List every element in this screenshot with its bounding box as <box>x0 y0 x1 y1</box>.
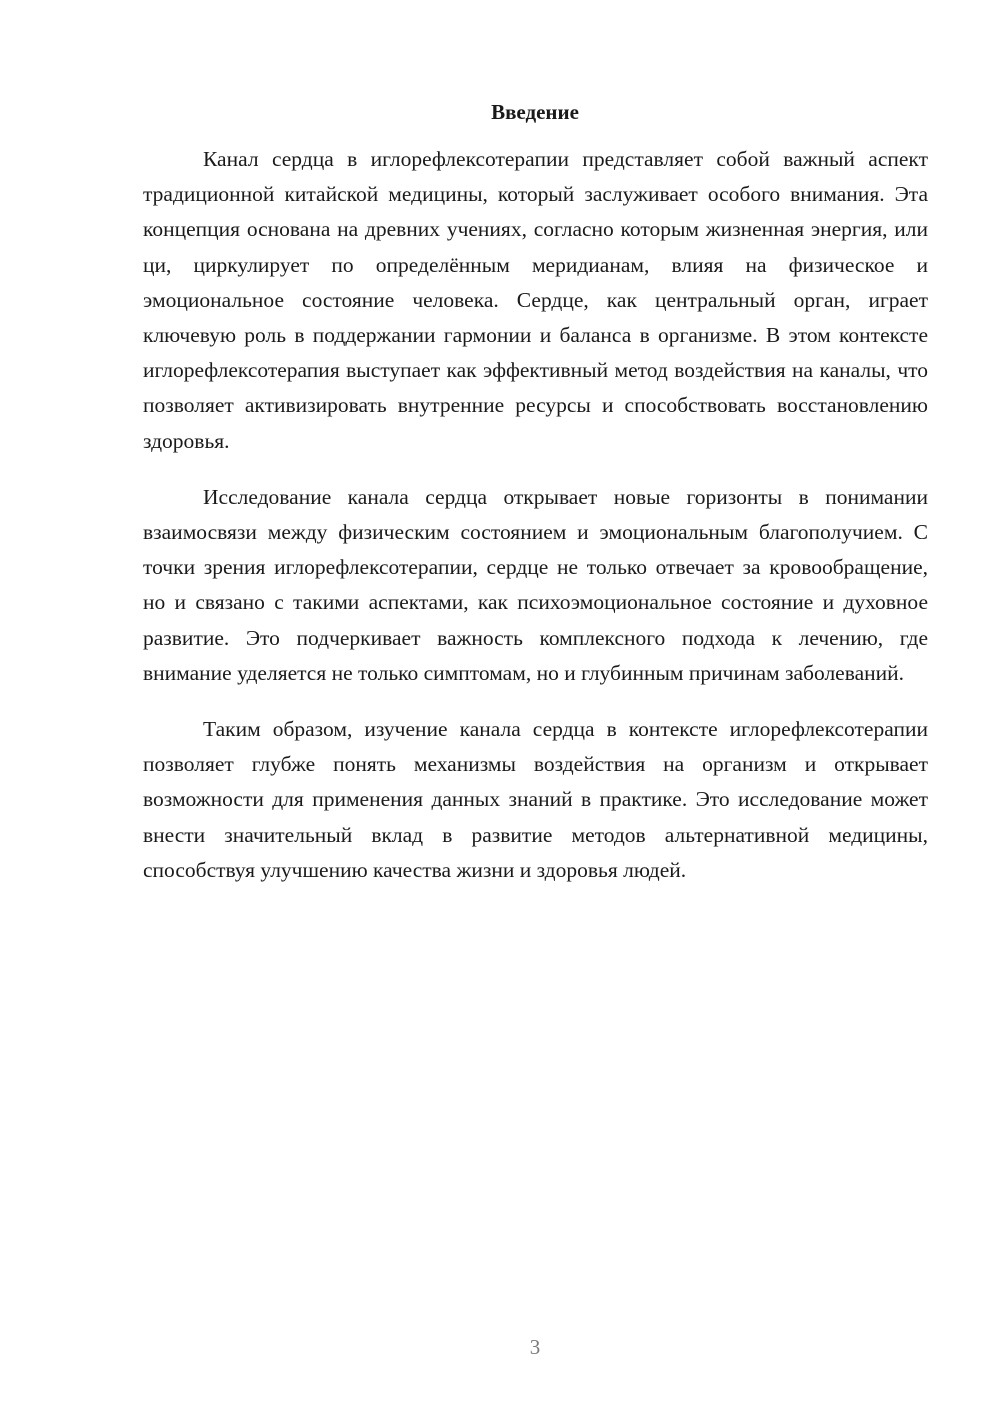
page-number: 3 <box>529 1335 541 1359</box>
paragraph-1: Канал сердца в иглорефлексотерапии представляет собой важный аспект традиционной китайской медицины, который заслуживает особого внимания. Эта концепция основана на древних учениях, согласно которым жизненная энергия, или ци, циркулирует по определённым меридианам, влияя на физическое и эмоциональное состояние человека. Сердце, как центральный орган, играет ключевую роль в поддержании гармонии и баланса в организме. В этом контексте иглорефлексотерапия выступает как эффективный метод воздействия на каналы, что позволяет активизировать внутренние ресурсы и способствовать восстановлению здоровья. <box>143 147 928 453</box>
page-title: Введение <box>491 100 579 124</box>
document-body <box>143 142 928 909</box>
paragraph-3: Таким образом, изучение канала сердца в контексте иглорефлексотерапии позволяет глубже понять механизмы воздействия на организм и открывает возможности для применения данных знаний в практике. Это исследование может внести значительный вклад в развитие методов альтернативной медицины, способствуя улучшению качества жизни и здоровья людей. <box>143 717 928 882</box>
paragraph-2: Исследование канала сердца открывает новые горизонты в понимании взаимосвязи между физическим состоянием и эмоциональным благополучием. С точки зрения иглорефлексотерапии, сердце не только отвечает за кровообращение, но и связано с такими аспектами, как психоэмоциональное состояние и духовное развитие. Это подчеркивает важность комплексного подхода к лечению, где внимание уделяется не только симптомам, но и глубинным причинам заболеваний. <box>143 484 928 685</box>
